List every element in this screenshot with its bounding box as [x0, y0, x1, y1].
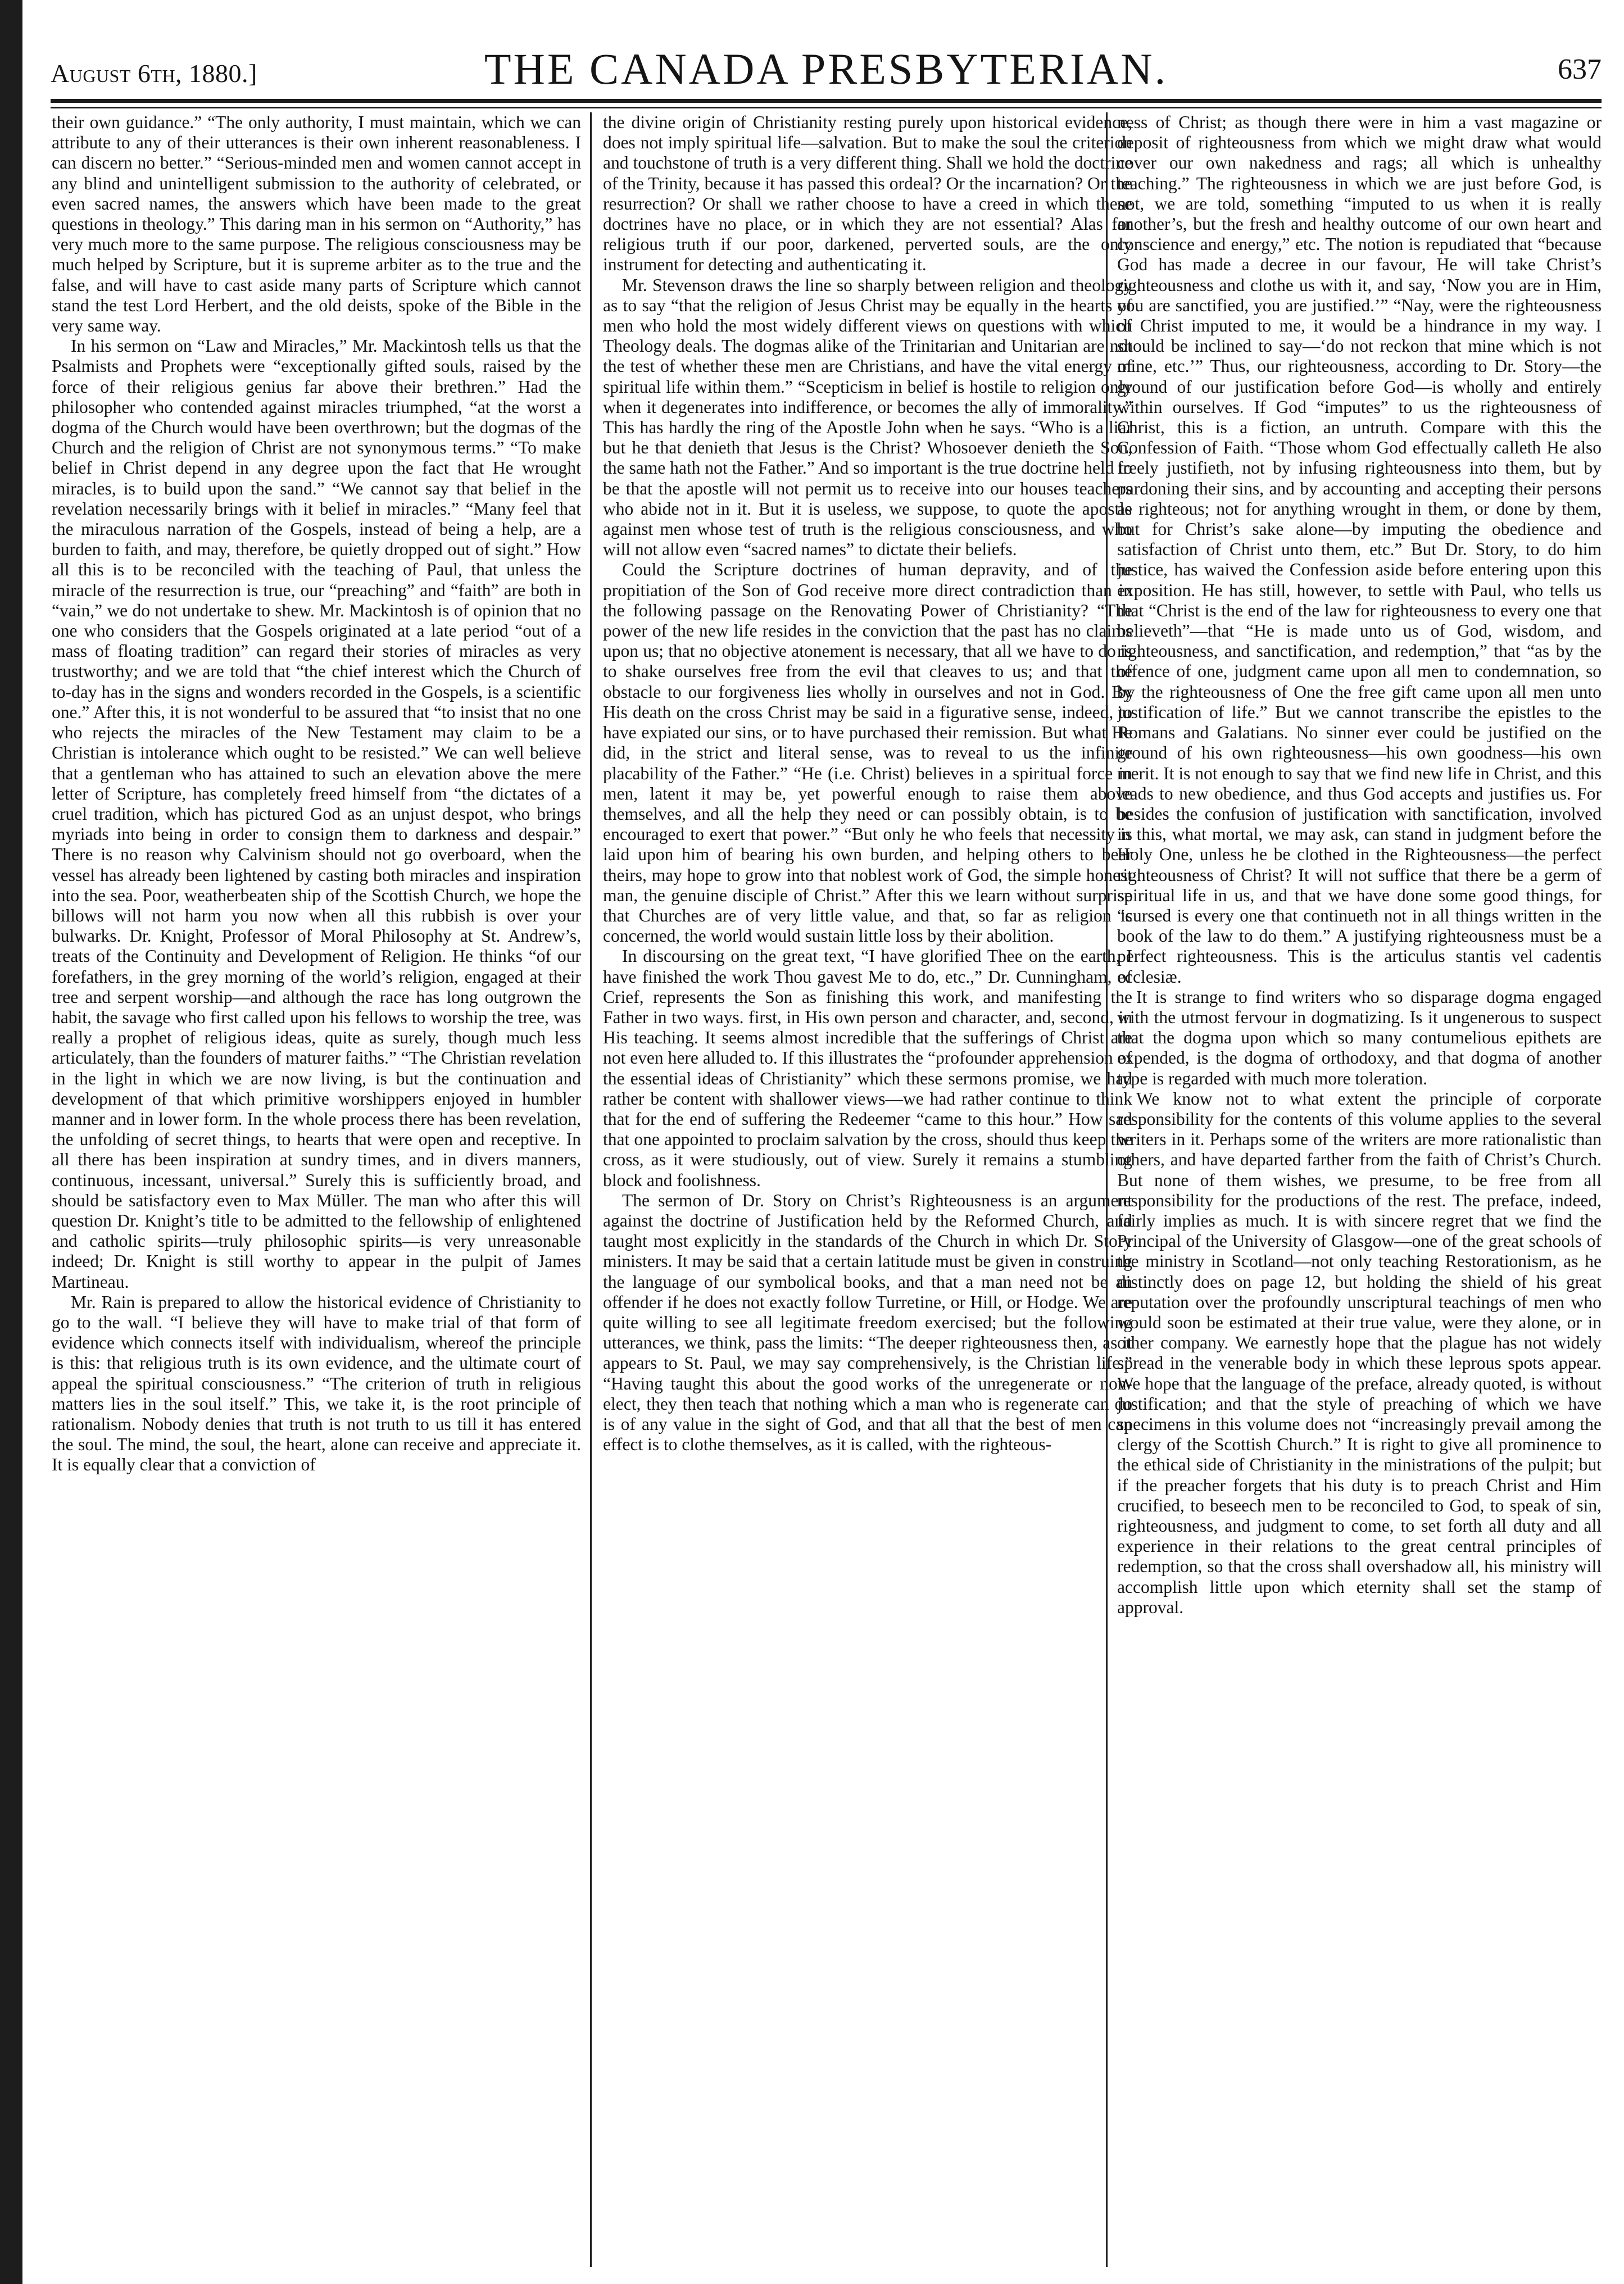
paragraph: It is strange to find writers who so disparage dogma engaged with the utmost fervour in dogmatizing. Is it ungenerous to suspect that the dogma upon which so many contumelious epithets are expended, is the dogma of orthodoxy, and that dogma of another type is regarded with much more toleration.: [1117, 987, 1602, 1088]
text-column-1: [52, 112, 581, 2270]
column-divider: [590, 112, 592, 2267]
paragraph: The sermon of Dr. Story on Christ’s Righteousness is an argument against the doctrine of Justification held by the Reformed Church, and taught most explicitly in the standards of the Church in which Dr. Story ministers. It may be said that a certain latitude must be given in construing the language of our symbolical books, and that a man need not be an offender if he does not exactly follow Turretine, or Hill, or Hodge. We are quite willing to see all legitimate freedom exercised; but the following utterances, we think, pass the limits: “The deeper righteousness then, as it appears to St. Paul, we may say comprehensively, is the Christian life.” “Having taught this about the good works of the unregenerate or non-elect, they then teach that nothing which a man who is regenerate can do is of any value in the sight of God, and that all that the best of men can effect is to clothe themselves, as it is called, with the righteous-: [603, 1190, 1132, 1455]
binding-edge: [0, 0, 22, 2284]
paragraph: ness of Christ; as though there were in him a vast magazine or deposit of righteousness from which we might draw what would cover our own nakedness and rags; all which is unhealthy teaching.” The righteousness in which we are just before God, is not, we are told, something “imputed to us when it is really another’s, but the fresh and healthy outcome of our own heart and conscience and energy,” etc. The notion is repudiated that “because God has made a decree in our favour, He will take Christ’s righteousness and clothe us with it, and say, ‘Now you are in Him, you are sanctified, you are justified.’” “Nay, were the righteousness of Christ imputed to me, it would be a hindrance in my way. I should be inclined to say—‘do not reckon that mine which is not mine, etc.’” Thus, our righteousness, according to Dr. Story—the ground of our justification before God—is wholly and entirely within ourselves. If God “imputes” to us the righteousness of Christ, this is a fiction, an untruth. Compare with this the Confession of Faith. “Those whom God effectually calleth He also freely justifieth, not by infusing righteousness into them, but by pardoning their sins, and by accounting and accepting their persons as righteous; not for anything wrought in them, or done by them, but for Christ’s sake alone—by imputing the obedience and satisfaction of Christ unto them, etc.” But Dr. Story, to do him justice, has waived the Confession aside before entering upon this exposition. He has still, however, to settle with Paul, who tells us that “Christ is the end of the law for righteousness to every one that believeth”—that “He is made unto us of God, wisdom, and righteousness, and sanctification, and redemption,” that “as by the offence of one, judgment came upon all men to condemnation, so by the righteousness of One the free gift came upon all men unto justification of life.” But we cannot transcribe the epistles to the Romans and Galatians. No sinner ever could be justified on the ground of his own righteousness—his own goodness—his own merit. It is not enough to say that we find new life in Christ, and this leads to new obedience, and thus God accepts and justifies us. For besides the confusion of justification with sanctification, involved in this, what mortal, we may ask, can stand in judgment before the Holy One, unless he be clothed in the Righteousness—the perfect righteousness of Christ? It will not suffice that there be a germ of spiritual life in us, and that we have done some good things, for “cursed is every one that continueth not in all things written in the book of the law to do them.” A justifying righteousness must be a perfect righteousness. This is the articulus stantis vel cadentis ecclesiæ.: [1117, 112, 1602, 987]
paragraph: the divine origin of Christianity resting purely upon historical evidence, does not imply spiritual life—salvation. But to make the soul the criterion and touchstone of truth is a very different thing. Shall we hold the doctrine of the Trinity, because it has passed this ordeal? Or the incarnation? Or the resurrection? Or shall we rather choose to have a creed in which these doctrines have no place, or in which they are not essential? Alas for religious truth if our poor, darkened, perverted souls, are the only instrument for detecting and authenticating it.: [603, 112, 1132, 275]
text-column-3: [1117, 112, 1602, 2270]
page-number: 637: [1558, 53, 1602, 85]
paragraph: We know not to what extent the principle of corporate responsibility for the contents of this volume applies to the several writers in it. Perhaps some of the writers are more rationalistic than others, and have departed farther from the faith of Christ’s Church. But none of them wishes, we presume, to be free from all responsibility for the productions of the rest. The preface, indeed, fairly implies as much. It is with sincere regret that we find the Principal of the University of Glasgow—one of the great schools of the ministry in Scotland—not only teaching Restorationism, as he distinctly does on page 12, but holding the shield of his great reputation over the profoundly unscriptural teachings of men who would soon be estimated at their true value, were they alone, or in other company. We earnestly hope that the plague has not widely spread in the venerable body in which these leprous spots appear. We hope that the language of the preface, already quoted, is without justification; and that the style of preaching of which we have specimens in this volume does not “increasingly prevail among the clergy of the Scottish Church.” It is right to give all prominence to the ethical side of Christianity in the ministrations of the pulpit; but if the preacher forgets that his duty is to preach Christ and Him crucified, to beseech men to be reconciled to God, to speak of sin, righteousness, and judgment to come, to set forth all duty and all experience in their relations to the great central principles of redemption, so that the cross shall overshadow all, his ministry will accomplish little upon which eternity shall set the stamp of approval.: [1117, 1088, 1602, 1617]
publication-title: THE CANADA PRESBYTERIAN.: [484, 44, 1168, 93]
paragraph: Mr. Stevenson draws the line so sharply between religion and theology as to say “that the religion of Jesus Christ may be equally in the hearts of men who hold the most widely different views on questions with which Theology deals. The dogmas alike of the Trinitarian and Unitarian are not the test of whether these men are Christians, and have the vital energy of spiritual life within them.” “Scepticism in belief is hostile to religion only when it degenerates into indifference, or becomes the ally of immorality.” This has hardly the ring of the Apostle John when he says. “Who is a liar but he that denieth that Jesus is the Christ? Whosoever denieth the Son, the same hath not the Father.” And so important is the true doctrine held to be that the apostle will not permit us to receive into our houses teachers who abide not in it. But it is useless, we suppose, to quote the apostle against men whose test of truth is the religious consciousness, and who will not allow even “sacred names” to dictate their beliefs.: [603, 275, 1132, 560]
masthead-rule-thick: [51, 99, 1602, 103]
masthead: [51, 39, 1602, 101]
paragraph: Mr. Rain is prepared to allow the historical evidence of Christianity to go to the wall. “I believe they will have to make trial of that form of evidence which connects itself with individualism, whereof the principle is this: that religious truth is its own evidence, and the ultimate court of appeal the spiritual consciousness.” “The criterion of truth in religious matters lies in the soul itself.” This, we take it, is the root principle of rationalism. Nobody denies that truth is not truth to us till it has entered the soul. The mind, the soul, the heart, alone can receive and appreciate it. It is equally clear that a conviction of: [52, 1292, 581, 1475]
paragraph: In his sermon on “Law and Miracles,” Mr. Mackintosh tells us that the Psalmists and Prophets were “exceptionally gifted souls, raised by the force of their religious genius far above their brethren.” Had the philosopher who contended against miracles triumphed, “at the worst a dogma of the Church would have been overthrown; but the dogmas of the Church and the religion of Christ are not synonymous terms.” “To make belief in Christ depend in any degree upon the fact that He wrought miracles, is to build upon the sand.” “We cannot say that belief in the revelation necessarily brings with it belief in miracles.” “Many feel that the miraculous narration of the Gospels, instead of being a help, are a burden to faith, and may, therefore, be quietly dropped out of sight.” How all this is to be reconciled with the teaching of Paul, that unless the miracle of the resurrection is true, our “preaching” and “faith” are both in “vain,” we do not undertake to shew. Mr. Mackintosh is of opinion that no one who considers that the Gospels originated at a late period “out of a mass of floating tradition” can regard their stories of miracles as very trustworthy; and we are told that “the chief interest which the Church of to-day has in the signs and wonders recorded in the Gospels, is a scientific one.” After this, it is not wonderful to be assured that “to insist that no one who rejects the miracles of the New Testament may claim to be a Christian is intolerance which ought to be resisted.” We can well believe that a gentleman who has attained to such an elevation above the mere letter of Scripture, has completely freed himself from “the dictates of a cruel tradition, which has pictured God as an unjust despot, who brings myriads into being in order to consign them to darkness and despair.” There is no reason why Calvinism should not go overboard, when the vessel has already been lightened by casting both miracles and inspiration into the sea. Poor, weatherbeaten ship of the Scottish Church, we hope the billows will not harm you now when all this rubbish is over your bulwarks. Dr. Knight, Professor of Moral Philosophy at St. Andrew’s, treats of the Continuity and Development of Religion. He thinks “of our forefathers, in the grey morning of the world’s religion, engaged at their tree and serpent worship—and although the race has long outgrown the habit, the savage who first called upon his fellows to worship the tree, was really a prophet of religious ideas, quite as surely, though much less articulately, than the founders of maturer faiths.” “The Christian revelation in the light in which we are now living, is but the continuation and development of that which primitive worshippers enjoyed in humbler manner and in lower form. In the whole process there has been revelation, the unfolding of secret things, to hearts that were open and receptive. In all there has been inspiration at sundry times, and in divers manners, continuous, incessant, universal.” Surely this is sufficiently broad, and should be satisfactory even to Max Müller. The man who after this will question Dr. Knight’s title to be admitted to the fellowship of enlightened and catholic spirits—truly philosophic spirits—is very unreasonable indeed; Dr. Knight is still worthy to appear in the pulpit of James Martineau.: [52, 336, 581, 1292]
paragraph: their own guidance.” “The only authority, I must maintain, which we can attribute to any of their utterances is their own inherent reasonableness. I can discern no better.” “Serious-minded men and women cannot accept in any blind and unintelligent submission to the authority of celebrated, or even sacred names, the answers which have been made to the great questions in theology.” This daring man in his sermon on “Authority,” has very much more to the same purpose. The religious consciousness may be much helped by Scripture, but it is supreme arbiter as to the true and the false, and will have to cast aside many parts of Scripture which cannot stand the test Lord Herbert, and the old deists, spoke of the Bible in the very same way.: [52, 112, 581, 336]
paragraph: In discoursing on the great text, “I have glorified Thee on the earth, I have finished the work Thou gavest Me to do, etc.,” Dr. Cunningham, of Crief, represents the Son as finishing this work, and manifesting the Father in two ways. first, in His own person and character, and, second, in His teaching. It seems almost incredible that the sufferings of Christ are not even here alluded to. If this illustrates the “profounder apprehension of the essential ideas of Christianity” which these sermons promise, we had rather be content with shallower views—we had rather continue to think that for the end of suffering the Redeemer “came to this hour.” How sad that one appointed to proclaim salvation by the cross, should thus keep the cross, as it were studiously, out of view. Surely it remains a stumbling block and foolishness.: [603, 946, 1132, 1190]
masthead-rule-thin: [51, 107, 1602, 108]
text-column-2: [603, 112, 1132, 2270]
issue-date: August 6th, 1880.]: [51, 59, 257, 88]
paragraph: Could the Scripture doctrines of human depravity, and of the propitiation of the Son of God receive more direct contradiction than in the following passage on the Renovating Power of Christianity? “The power of the new life resides in the conviction that the past has no claims upon us; that no objective atonement is necessary, that all we have to do is to shake ourselves free from the evil that cleaves to us; and that the obstacle to our forgiveness lies wholly in ourselves and not in God. By His death on the cross Christ may be said in a figurative sense, indeed, to have expiated our sins, or to have purchased their remission. But what He did, in the strict and literal sense, was to reveal to us the infinite placability of the Father.” “He (i.e. Christ) believes in a spiritual force in men, latent it may be, yet powerful enough to raise them above themselves, and all the help they need or can possibly obtain, is to be encouraged to exert that power.” “But only he who feels that necessity is laid upon him of bearing his own burden, and helping others to bear theirs, may hope to grow into that noblest work of God, the simple honest man, the genuine disciple of Christ.” After this we learn without surprise that Churches are of very little value, and that, so far as religion is concerned, the world would sustain little loss by their abolition.: [603, 560, 1132, 946]
